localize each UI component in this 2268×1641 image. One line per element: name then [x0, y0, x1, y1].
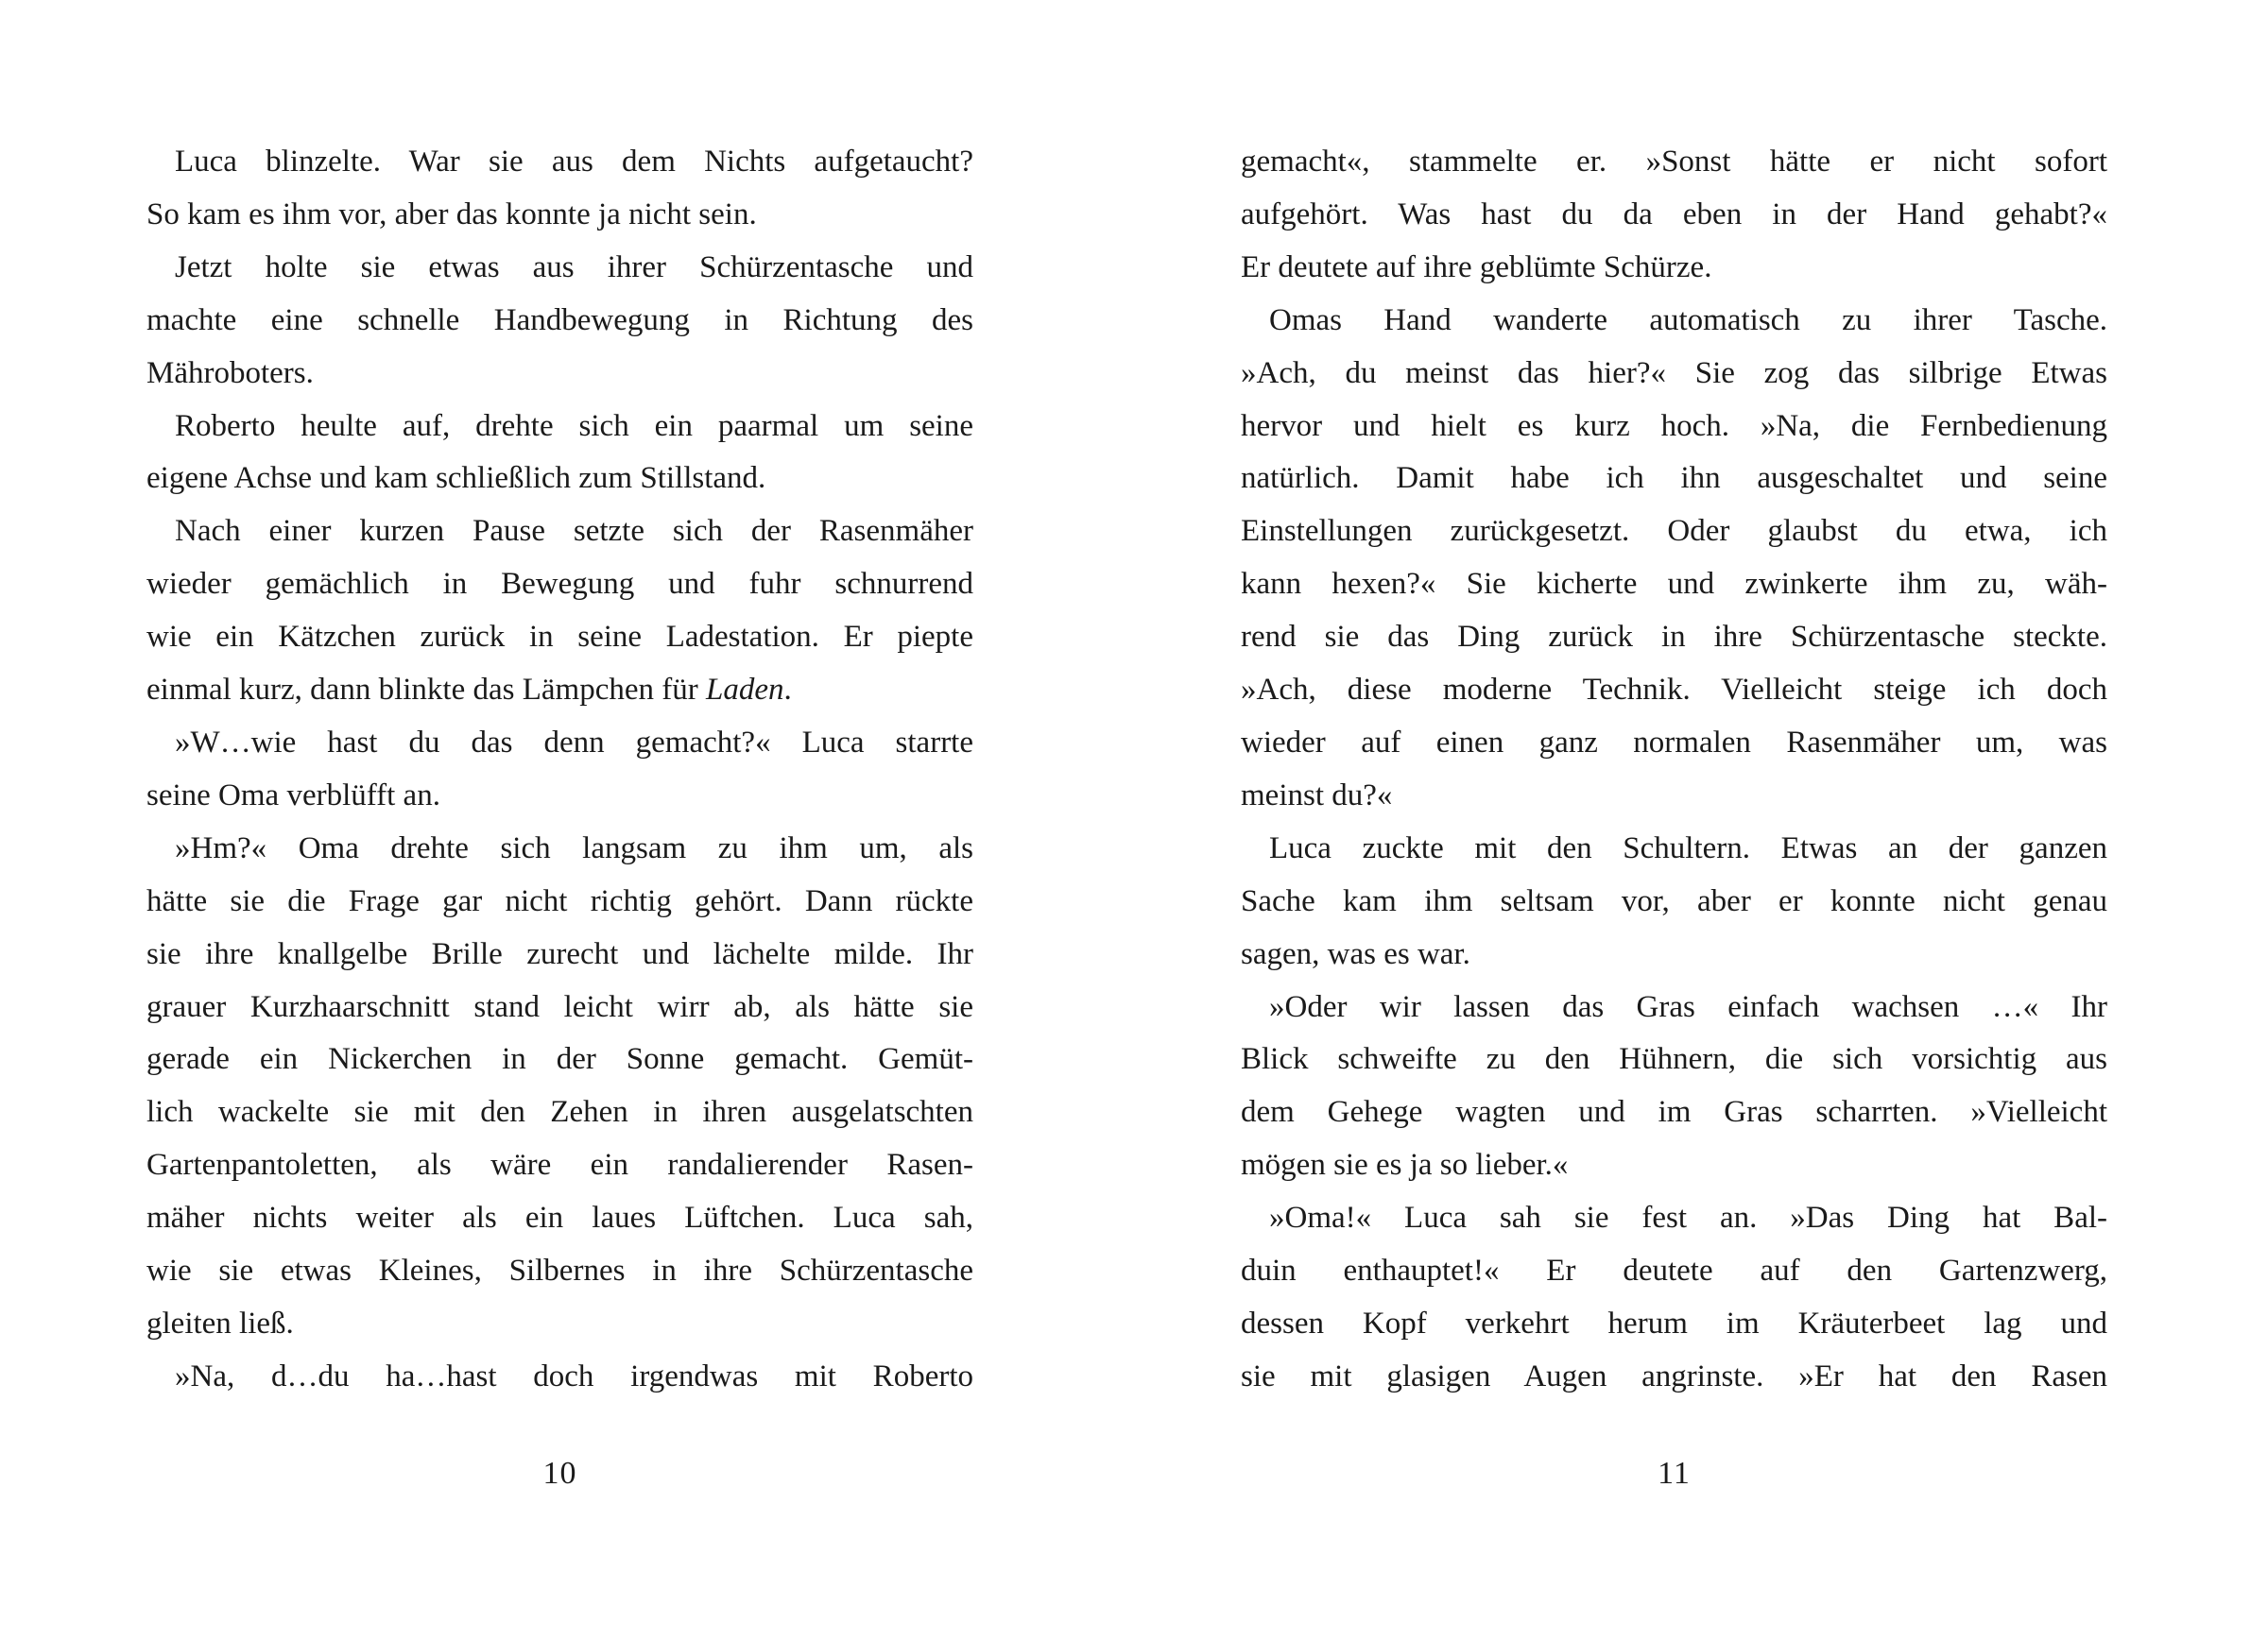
text-line: »Hm?« Oma drehte sich langsam zu ihm um, als — [175, 830, 973, 865]
text-line: Gartenpantoletten, als wäre ein randalierender Rasen- — [146, 1148, 973, 1183]
text-line: duin enthauptet!« Er deutete auf den Gartenzwerg, — [1241, 1254, 2107, 1289]
text-segment: . — [783, 673, 792, 708]
text-line: wie sie etwas Kleines, Silbernes in ihre Schürzentasche — [146, 1254, 973, 1289]
text-line: Blick schweifte zu den Hühnern, die sich vorsichtig aus — [1241, 1042, 2107, 1077]
page-number-left: 10 — [542, 1456, 577, 1491]
page-right-text-block — [1241, 136, 2107, 1404]
text-line: Einstellungen zurückgesetzt. Oder glaubst du etwa, ich — [1241, 514, 2107, 549]
text-line: mäher nichts weiter als ein laues Lüftchen. Luca sah, — [146, 1201, 973, 1236]
text-line: »Oder wir lassen das Gras einfach wachsen …« Ihr — [1269, 989, 2107, 1024]
text-line: Er deutete auf ihre geblümte Schürze. — [1241, 249, 1712, 284]
text-line: wieder gemächlich in Bewegung und fuhr schnurrend — [146, 567, 973, 602]
text-line: wie ein Kätzchen zurück in seine Ladestation. Er piepte — [146, 620, 973, 655]
text-line: sie mit glasigen Augen angrinste. »Er hat den Rasen — [1241, 1359, 2107, 1393]
text-line: hätte sie die Frage gar nicht richtig gehört. Dann rückte — [146, 883, 973, 918]
text-line: Sache kam ihm seltsam vor, aber er konnte nicht genau — [1241, 883, 2107, 918]
text-line: seine Oma verblüfft an. — [146, 778, 440, 812]
text-line: wieder auf einen ganz normalen Rasenmäher um, was — [1241, 725, 2107, 760]
text-line: eigene Achse und kam schließlich zum Stillstand. — [146, 461, 766, 496]
text-line: sagen, was es war. — [1241, 936, 1470, 971]
text-line: gerade ein Nickerchen in der Sonne gemacht. Gemüt- — [146, 1042, 973, 1077]
text-line: meinst du?« — [1241, 778, 1393, 812]
text-line: Luca blinzelte. War sie aus dem Nichts aufgetaucht? — [175, 145, 973, 179]
text-line: »Ach, du meinst das hier?« Sie zog das silbrige Etwas — [1241, 355, 2107, 390]
text-line: gleiten ließ. — [146, 1306, 294, 1341]
text-line: sie ihre knallgelbe Brille zurecht und lächelte milde. Ihr — [146, 936, 973, 971]
text-line: »W…wie hast du das denn gemacht?« Luca starrte — [175, 725, 973, 760]
text-line: machte eine schnelle Handbewegung in Richtung des — [146, 302, 973, 337]
text-line: Omas Hand wanderte automatisch zu ihrer Tasche. — [1269, 302, 2107, 337]
text-line: Roberto heulte auf, drehte sich ein paarmal um seine — [175, 408, 973, 443]
text-line: So kam es ihm vor, aber das konnte ja nicht sein. — [146, 197, 757, 231]
text-line: »Oma!« Luca sah sie fest an. »Das Ding hat Bal- — [1269, 1201, 2107, 1236]
text-line: »Na, d…du ha…hast doch irgendwas mit Roberto — [175, 1359, 973, 1393]
text-line: kann hexen?« Sie kicherte und zwinkerte ihm zu, wäh- — [1241, 567, 2107, 602]
text-line: hervor und hielt es kurz hoch. »Na, die Fernbedienung — [1241, 408, 2107, 443]
page-left-text-block — [146, 136, 973, 1404]
text-line: »Ach, diese moderne Technik. Vielleicht steige ich doch — [1241, 673, 2107, 708]
text-segment: einmal kurz, dann blinkte das Lämpchen für — [146, 673, 706, 708]
page-number-right: 11 — [1658, 1456, 1691, 1491]
text-line: grauer Kurzhaarschnitt stand leicht wirr ab, als hätte sie — [146, 989, 973, 1024]
text-line: Jetzt holte sie etwas aus ihrer Schürzentasche und — [175, 249, 973, 284]
text-line: mögen sie es ja so lieber.« — [1241, 1148, 1569, 1183]
text-line: dem Gehege wagten und im Gras scharrten. »Vielleicht — [1241, 1095, 2107, 1130]
text-line: aufgehört. Was hast du da eben in der Hand gehabt?« — [1241, 197, 2107, 231]
text-line — [146, 664, 973, 717]
text-line: dessen Kopf verkehrt herum im Kräuterbeet lag und — [1241, 1306, 2107, 1341]
text-line: rend sie das Ding zurück in ihre Schürzentasche steckte. — [1241, 620, 2107, 655]
text-line: Luca zuckte mit den Schultern. Etwas an der ganzen — [1269, 830, 2107, 865]
text-line: Nach einer kurzen Pause setzte sich der Rasenmäher — [175, 514, 973, 549]
italic-text: Laden — [705, 673, 784, 708]
text-line: lich wackelte sie mit den Zehen in ihren ausgelatschten — [146, 1095, 973, 1130]
text-line: gemacht«, stammelte er. »Sonst hätte er nicht sofort — [1241, 145, 2107, 179]
text-line: Mähroboters. — [146, 355, 314, 390]
text-line: natürlich. Damit habe ich ihn ausgeschaltet und seine — [1241, 461, 2107, 496]
